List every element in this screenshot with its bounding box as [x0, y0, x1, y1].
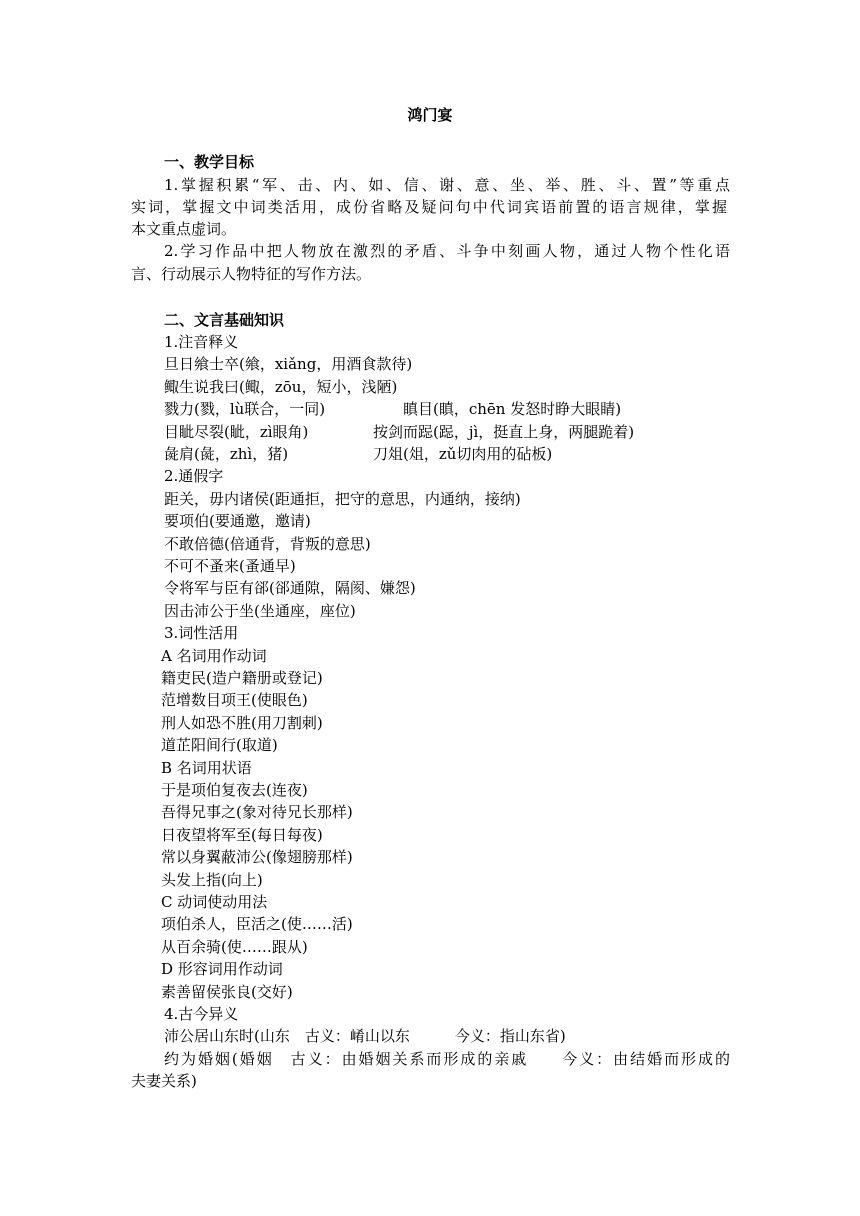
- example-line: 吾得兄事之(象对待兄长那样): [161, 803, 353, 821]
- loan-character-line: 不可不蚤来(蚤通早): [164, 557, 296, 575]
- sub-heading-ancient-modern-meaning: 4.古今异义: [164, 1005, 239, 1023]
- pronunciation-line: 旦日飨士卒(飨，xiǎng，用酒食款待): [164, 355, 413, 373]
- meaning-line-continuation: 夫妻关系): [131, 1072, 197, 1090]
- example-line: 素善留侯张良(交好): [161, 983, 293, 1001]
- section-heading-teaching-goals: 一、教学目标: [164, 153, 255, 171]
- pronunciation-item: 刀俎(俎，zǔ切肉用的砧板): [373, 445, 553, 463]
- loan-character-line: 因击沛公于坐(坐通座，座位): [164, 602, 356, 620]
- category-label-c: C 动词使动用法: [161, 893, 268, 911]
- example-line: 头发上指(向上): [161, 871, 263, 889]
- pronunciation-pair-row: [164, 398, 622, 420]
- pronunciation-item: 按剑而跽(跽，jì，挺直上身，两腿跪着): [373, 423, 635, 441]
- pronunciation-pair-row: [164, 421, 635, 443]
- loan-character-line: 距关，毋内诸侯(距通拒，把守的意思，内通纳，接纳): [164, 490, 521, 508]
- category-label-a: A 名词用作动词: [161, 647, 267, 665]
- meaning-line: 沛公居山东时(山东 古义：崤山以东 今义：指山东省): [164, 1027, 566, 1045]
- example-line: 项伯杀人，臣活之(使……活): [161, 915, 353, 933]
- example-line: 刑人如恐不胜(用刀割刺): [161, 714, 323, 732]
- meaning-line: 约为婚姻(婚姻 古义：由婚姻关系而形成的亲戚 今义：由结婚而形成的: [164, 1050, 730, 1068]
- page-title: 鸿门宴: [407, 106, 453, 124]
- pronunciation-item: 戮力(戮，lù联合，一同): [164, 400, 326, 418]
- loan-character-line: 不敢倍德(倍通背，背叛的意思): [164, 535, 371, 553]
- pronunciation-item: 目眦尽裂(眦，zì眼角): [164, 423, 309, 441]
- goal-2-line-1: 2.学习作品中把人物放在激烈的矛盾、斗争中刻画人物，通过人物个性化语: [164, 242, 730, 260]
- example-line: 常以身翼蔽沛公(像翅膀那样): [161, 848, 353, 866]
- goal-1-line-2: 实词，掌握文中词类活用，成份省略及疑问句中代词宾语前置的语言规律，掌握: [131, 198, 727, 216]
- example-line: 范增数目项王(使眼色): [161, 691, 308, 709]
- sub-heading-loan-characters: 2.通假字: [164, 467, 224, 485]
- example-line: 籍吏民(造户籍册或登记): [161, 669, 323, 687]
- goal-2-line-2: 言、行动展示人物特征的写作方法。: [131, 265, 372, 283]
- pronunciation-line: 鲰生说我曰(鲰，zōu，短小，浅陋): [164, 378, 398, 396]
- loan-character-line: 要项伯(要通邀，邀请): [164, 512, 311, 530]
- example-line: 道芷阳间行(取道): [161, 736, 278, 754]
- pronunciation-item: 彘肩(彘，zhì，猪): [164, 445, 289, 463]
- section-heading-classical-basics: 二、文言基础知识: [164, 311, 285, 329]
- example-line: 于是项伯复夜去(连夜): [161, 781, 308, 799]
- example-line: 日夜望将军至(每日每夜): [161, 826, 323, 844]
- sub-heading-word-class-shift: 3.词性活用: [164, 624, 239, 642]
- pronunciation-pair-row: [164, 443, 553, 465]
- category-label-b: B 名词用状语: [161, 759, 252, 777]
- category-label-d: D 形容词用作动词: [161, 960, 283, 978]
- loan-character-line: 令将军与臣有郤(郤通隙，隔阂、嫌怨): [164, 579, 416, 597]
- pronunciation-item: 瞋目(瞋，chēn 发怒时睁大眼睛): [403, 400, 622, 418]
- sub-heading-pronunciation: 1.注音释义: [164, 333, 239, 351]
- goal-1-line-1: 1.掌握积累“军、击、内、如、信、谢、意、坐、举、胜、斗、置”等重点: [164, 176, 730, 194]
- example-line: 从百余骑(使……跟从): [161, 938, 308, 956]
- goal-1-line-3: 本文重点虚词。: [131, 220, 237, 238]
